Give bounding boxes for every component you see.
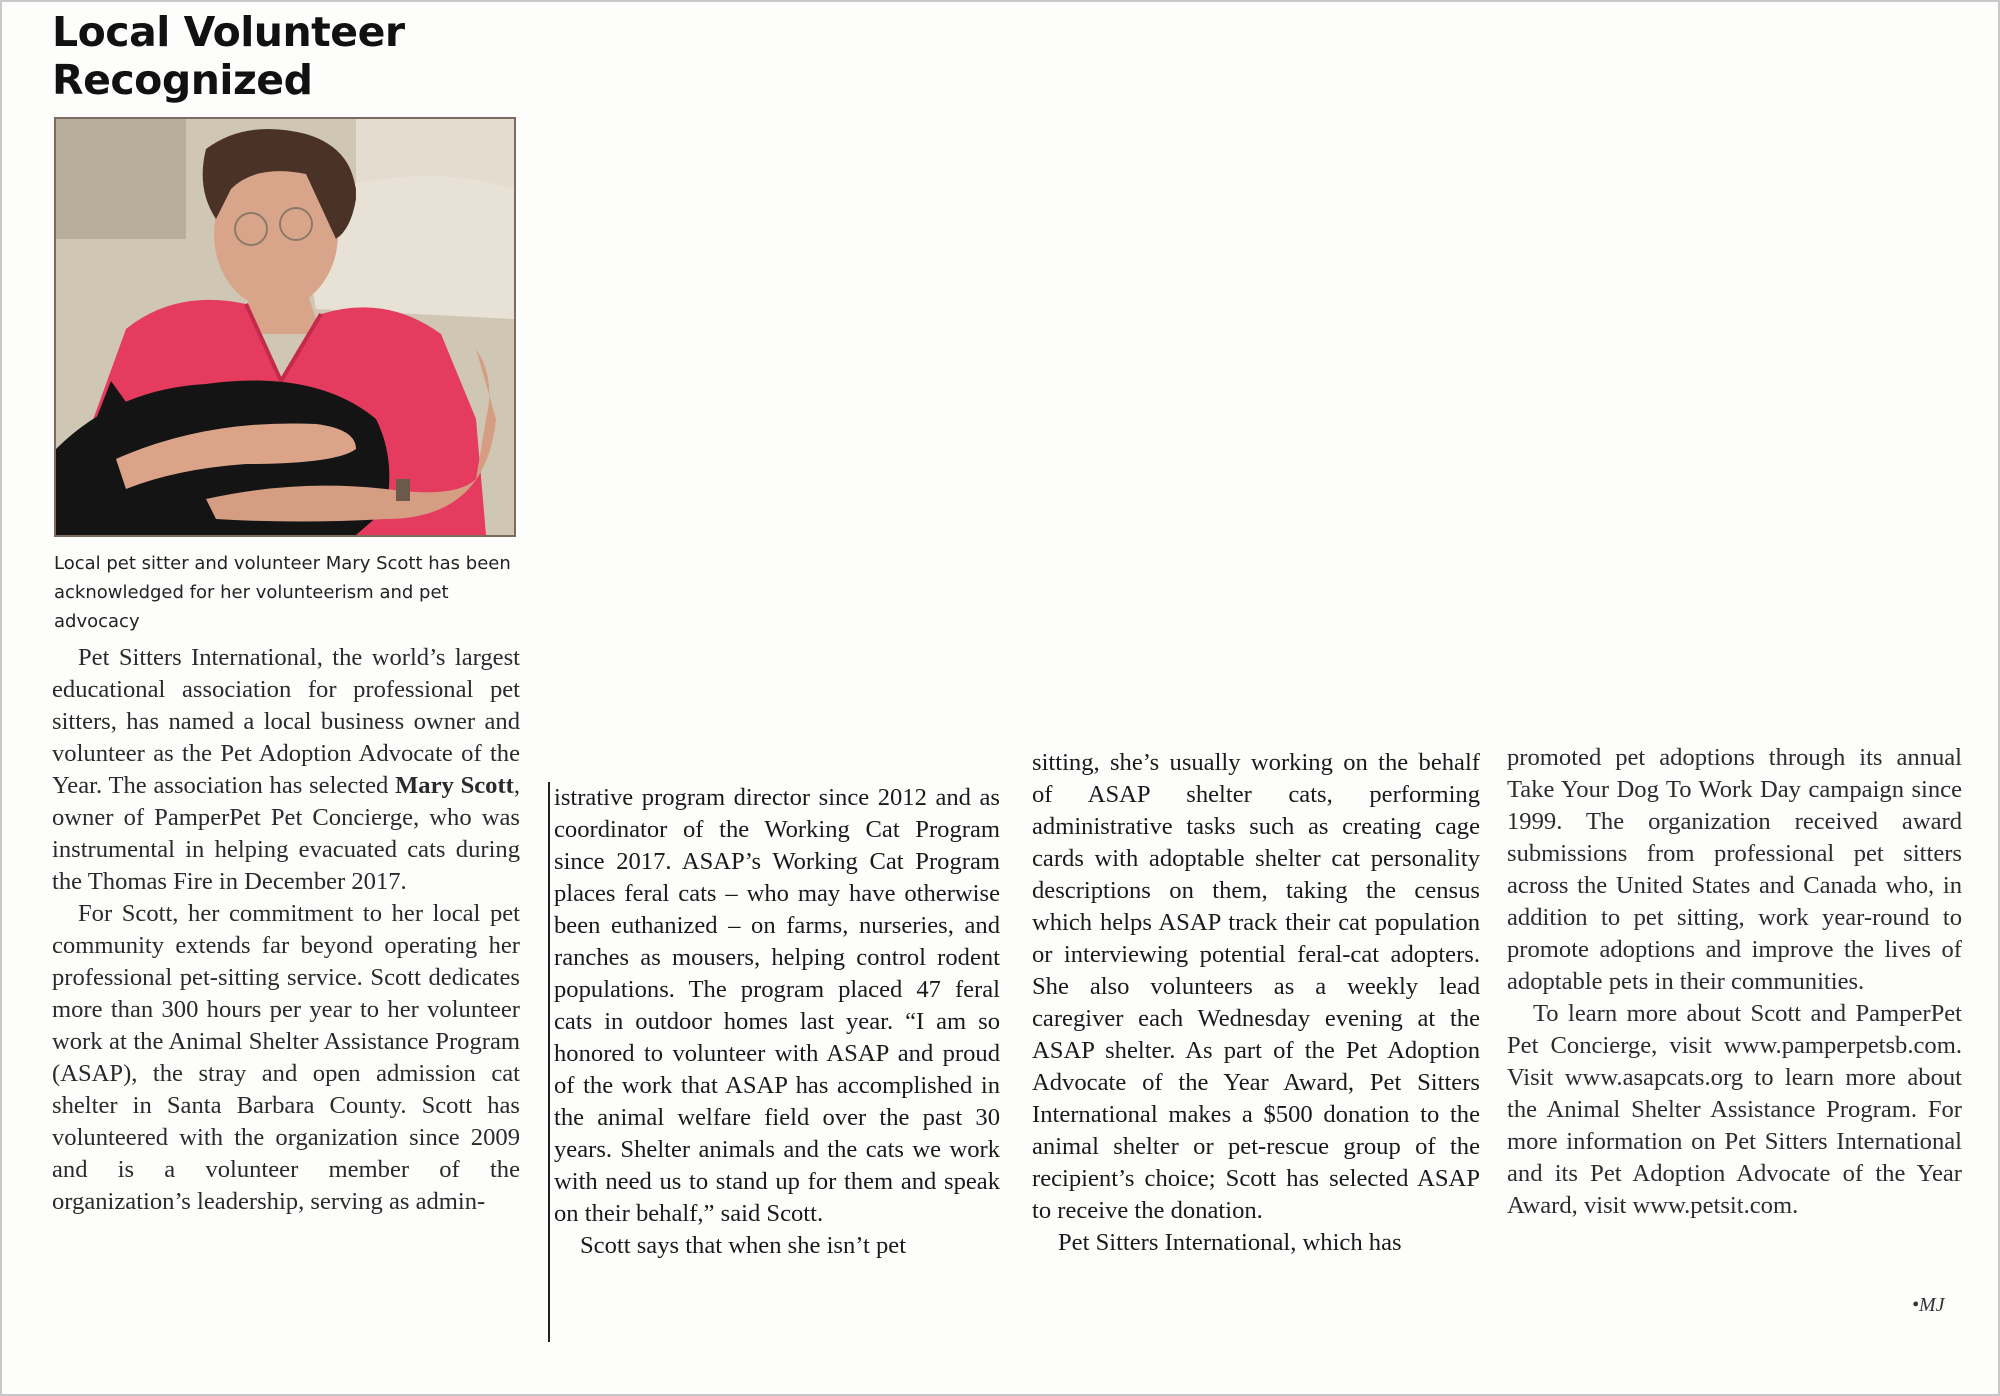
paragraph: sitting, she’s usually working on the behalf of ASAP shelter cats, performing administrative tasks such as creating cage cards with adoptable shelter cat personality descriptions on them, taking the census which helps ASAP track their cat population or interviewing potential feral-cat adopters. She also volunteers as a weekly lead caregiver each Wednesday evening at the ASAP shelter. As part of the Pet Adoption Advocate of the Year Award, Pet Sitters International makes a $500 donation to the animal shelter or pet-rescue group of the recipient’s choice; Scott has selected ASAP to receive the donation. xyxy=(1032,749,1480,1224)
volunteer-with-cat-photo xyxy=(54,117,516,537)
paragraph: promoted pet adoptions through its annual Take Your Dog To Work Day campaign since 1999. The organization received award submissions from professional pet sitters across the United States and Canada who, in addition to pet sitting, work year-round to promote adoptions and improve the lives of adoptable pets in their communities. xyxy=(1507,744,1962,995)
article-column-2 xyxy=(554,782,1000,1262)
paragraph: Pet Sitters International, which has xyxy=(1058,1229,1402,1256)
article-headline: Local Volunteer Recognized xyxy=(52,8,405,104)
paragraph xyxy=(52,642,520,898)
article-column-4 xyxy=(1507,742,1962,1222)
paragraph-text: , owner of PamperPet Pet Concierge, who was instrumental in helping evacuated cats during the Thomas Fire in December 2017. xyxy=(52,772,520,895)
article-column-3 xyxy=(1032,747,1480,1259)
paragraph: Scott says that when she isn’t pet xyxy=(580,1232,907,1259)
column-divider xyxy=(548,782,550,1342)
paragraph: istrative program director since 2012 and as coordinator of the Working Cat Program since 2017. ASAP’s Working Cat Program places feral cats – who may have otherwise been euthanized – on farms, nurseries, and ranches as mousers, helping control rodent populations. The program placed 47 feral cats in outdoor homes last year. “I am so honored to volunteer with ASAP and proud of the work that ASAP has accomplished in the animal welfare field over the past 30 years. Shelter animals and the cats we work with need us to stand up for them and speak on their behalf,” said Scott. xyxy=(554,784,1000,1227)
photo-caption: Local pet sitter and volunteer Mary Scott has been acknowledged for her volunteerism and pet advocacy xyxy=(54,553,511,632)
paragraph: For Scott, her commitment to her local pet community extends far beyond operating her professional pet-sitting service. Scott dedicates more than 300 hours per year to her volunteer work at the Animal Shelter Assistance Program (ASAP), the stray and open admission cat shelter in Santa Barbara County. Scott has volunteered with the organization since 2009 and is a volunteer member of the organization’s leadership, serving as admin- xyxy=(52,900,520,1215)
paragraph: To learn more about Scott and PamperPet Pet Concierge, visit www.pamperpetsb.com. Visit www.asapcats.org to learn more about the Animal Shelter Assistance Program. For more information on Pet Sitters International and its Pet Adoption Advocate of the Year Award, visit www.petsit.com. xyxy=(1507,1000,1962,1219)
end-mark: •MJ xyxy=(1912,1294,1945,1316)
volunteer-name: Mary Scott xyxy=(395,772,514,799)
article-column-1 xyxy=(52,642,520,1218)
paragraph-text: Pet Sitters International, the world’s largest educational association for professional pet sitters, has named a local business owner and volunteer as the Pet Adoption Advocate of the Year. The association has selected xyxy=(52,644,520,799)
